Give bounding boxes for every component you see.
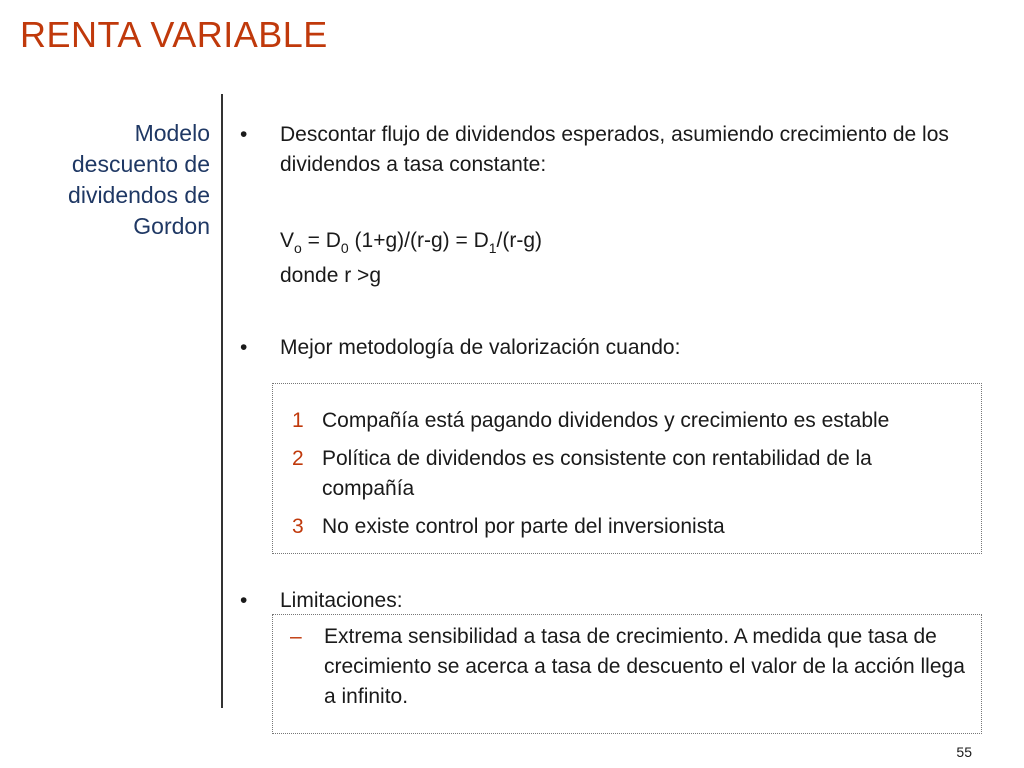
page-number: 55	[956, 744, 972, 760]
formula-v-sub: o	[294, 240, 302, 256]
side-label-line: Gordon	[133, 213, 210, 239]
side-label-line: descuento de	[71, 151, 210, 177]
formula-v: V	[280, 229, 295, 252]
bullet-text: Mejor metodología de valorización cuando:	[280, 336, 681, 359]
gordon-formula	[280, 226, 542, 256]
bullet-icon: •	[240, 336, 248, 359]
formula-eq1: = D	[301, 229, 341, 252]
criteria-number: 2	[292, 447, 304, 470]
bullet-icon: •	[240, 589, 248, 612]
formula-mid: (1+g)/(r-g) = D	[348, 229, 489, 252]
bullet-text: Limitaciones:	[280, 589, 403, 612]
limitations-text: Extrema sensibilidad a tasa de crecimiento. A medida que tasa de crecimiento se acerca a tasa de descuento el valor de la acción llega a infinito.	[324, 625, 965, 708]
criteria-text: Política de dividendos es consistente con rentabilidad de la compañía	[322, 447, 872, 500]
side-label-line: dividendos de	[68, 182, 210, 208]
bullet-text: Descontar flujo de dividendos esperados, asumiendo crecimiento de los dividendos a tasa constante:	[280, 123, 949, 176]
formula-d0-sub: 0	[340, 240, 349, 256]
slide-title: RENTA VARIABLE	[20, 14, 328, 55]
side-label	[20, 118, 210, 242]
criteria-number: 3	[292, 515, 304, 538]
formula-tail: /(r-g)	[496, 229, 543, 252]
formula-condition: donde r >g	[280, 264, 382, 287]
formula-d1-sub: 1	[488, 240, 497, 256]
side-label-line: Modelo	[134, 120, 210, 146]
vertical-divider	[221, 94, 223, 708]
criteria-number: 1	[292, 409, 304, 432]
dash-icon: –	[290, 625, 302, 648]
criteria-text: No existe control por parte del inversionista	[322, 515, 725, 538]
criteria-text: Compañía está pagando dividendos y crecimiento es estable	[322, 409, 890, 432]
bullet-icon: •	[240, 123, 248, 146]
